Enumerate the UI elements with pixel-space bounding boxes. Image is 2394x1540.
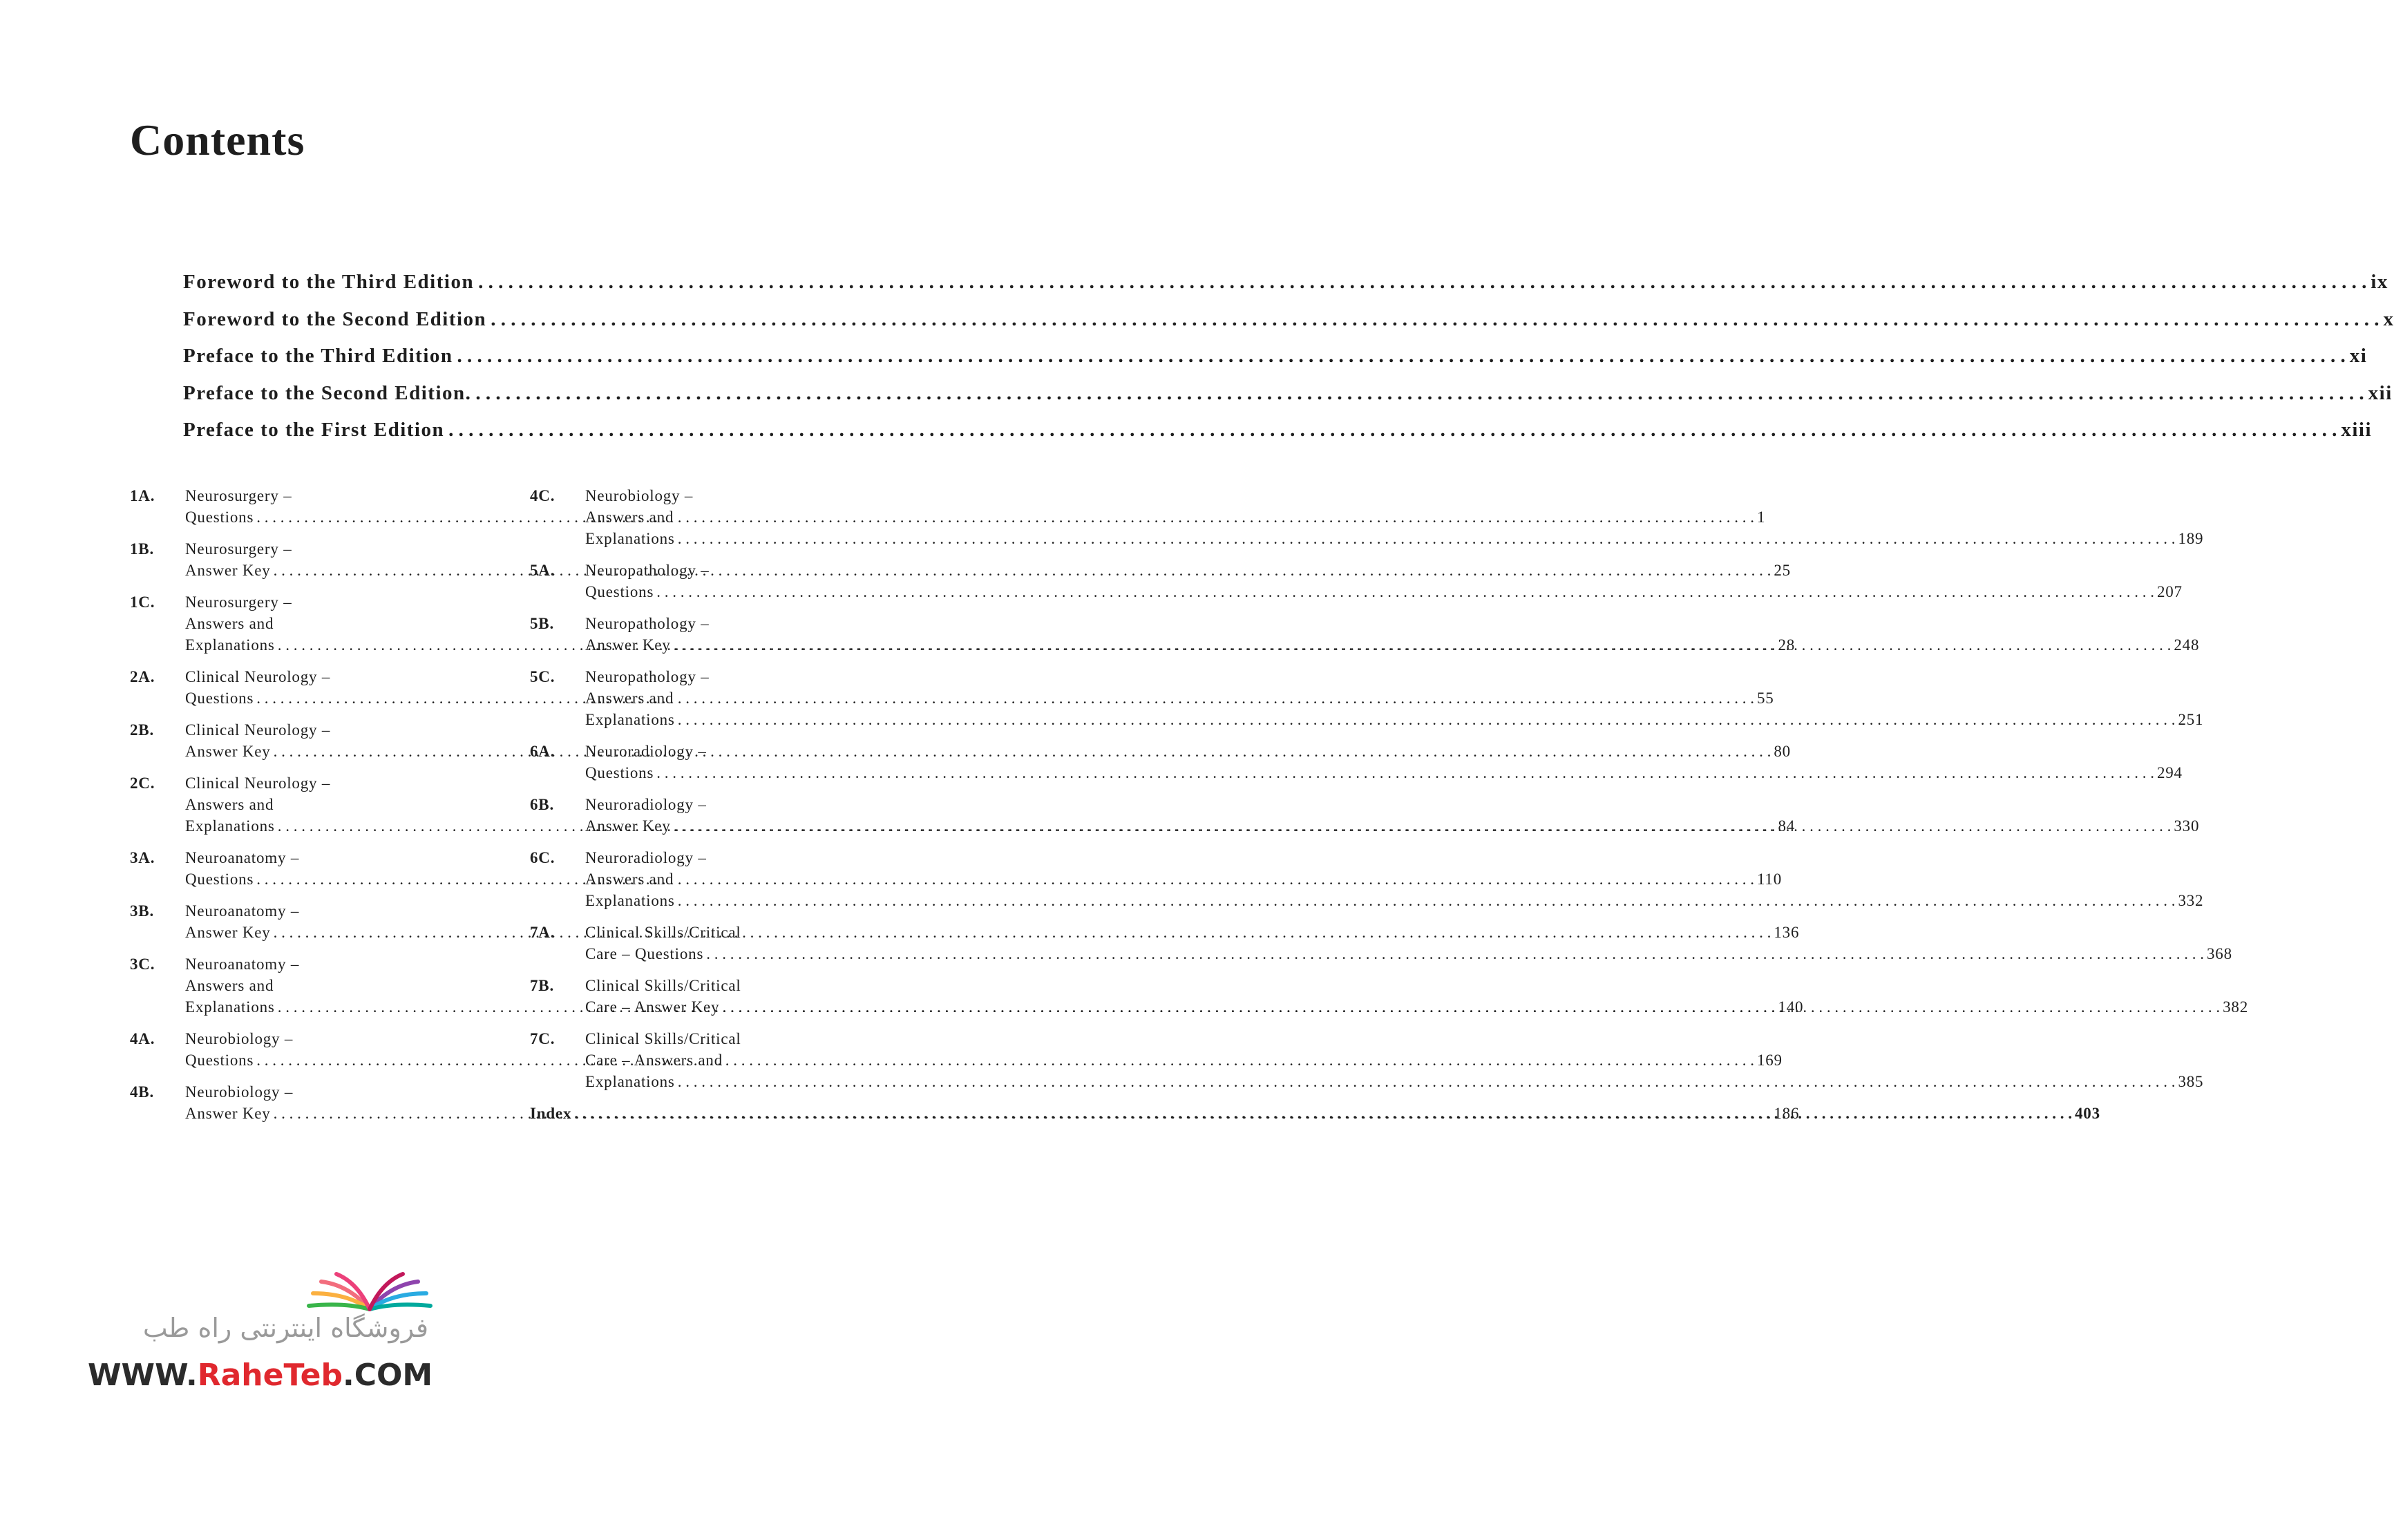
chapter-title-line: Questions <box>185 871 254 888</box>
chapter-title-block <box>585 666 2203 730</box>
chapter-title-line: Neurosurgery – <box>185 540 292 558</box>
chapter-title-line: Neuroanatomy – <box>185 849 300 866</box>
dot-leader <box>674 634 2172 656</box>
chapter-number: 5A. <box>530 562 555 579</box>
chapter-title-line: Answer Key <box>185 1105 271 1122</box>
dot-leader <box>574 1103 2072 1124</box>
chapter-number: 6C. <box>530 849 555 866</box>
chapter-number: 4C. <box>530 487 555 504</box>
watermark-url[interactable] <box>88 1358 433 1393</box>
dot-leader <box>656 581 2154 602</box>
chapter-title-block <box>585 560 2183 602</box>
front-matter-label: Foreword to the Third Edition <box>183 271 475 293</box>
open-book-icon <box>307 1271 432 1313</box>
chapter-title-block <box>585 794 2199 837</box>
chapter-title-line: Clinical Skills/Critical <box>585 977 741 994</box>
chapter-page-number: 368 <box>2206 945 2232 962</box>
chapter-title-line: Questions <box>185 508 254 526</box>
chapter-page-number: 80 <box>1774 743 1791 760</box>
chapter-number: 2B. <box>130 721 154 739</box>
chapter-title-line: Explanations <box>585 711 675 728</box>
watermark-logo <box>86 1271 432 1416</box>
chapter-title-line: Neurosurgery – <box>185 593 292 611</box>
chapter-page-number: 332 <box>2178 892 2204 909</box>
dot-leader <box>491 308 2379 331</box>
chapter-title-line: Answer Key <box>185 924 271 941</box>
chapter-title-line: Neurobiology – <box>185 1083 294 1101</box>
chapter-page-number: 55 <box>1756 690 1774 707</box>
url-prefix: WWW. <box>88 1358 198 1393</box>
dot-leader <box>678 890 2176 911</box>
chapter-last-line <box>585 528 2203 549</box>
front-matter-item[interactable] <box>183 345 2368 382</box>
chapter-title-line: Neuroanatomy – <box>185 956 300 973</box>
index-label: Index <box>530 1105 572 1122</box>
front-matter-page: xi <box>2349 345 2368 367</box>
chapter-number: 2A. <box>130 668 155 685</box>
chapter-number: 1B. <box>130 540 154 558</box>
index-page-number: 403 <box>2075 1105 2100 1122</box>
dot-leader <box>674 815 2172 837</box>
chapter-number: 7C. <box>530 1030 555 1047</box>
dot-leader <box>656 762 2154 783</box>
chapter-title-line: Questions <box>585 764 654 781</box>
chapter-page-number: 140 <box>1778 998 1804 1016</box>
chapter-page-number: 248 <box>2174 636 2200 654</box>
chapter-number: 2C. <box>130 774 155 792</box>
chapter-number: 5B. <box>530 615 554 632</box>
chapter-page-number: 28 <box>1778 636 1796 654</box>
chapter-title-block <box>585 847 2203 911</box>
chapter-title-line: Questions <box>185 690 254 707</box>
chapter-title-block <box>585 975 2248 1018</box>
chapter-title-line: Answers and <box>185 796 274 813</box>
chapter-title-line: Questions <box>585 583 654 600</box>
chapter-title-line: Answers and <box>585 508 674 526</box>
chapter-title-line: Answers and <box>585 690 674 707</box>
chapter-number: 3B. <box>130 902 154 920</box>
chapter-title-block <box>585 922 2232 964</box>
chapter-title-line: Explanations <box>185 998 275 1016</box>
front-matter-label: Preface to the First Edition <box>183 419 445 441</box>
url-brand: RaheTeb <box>197 1358 343 1393</box>
chapter-last-line <box>585 709 2203 730</box>
front-matter-page: x <box>2383 307 2394 330</box>
chapter-title-line: Clinical Skills/Critical <box>585 1030 741 1047</box>
chapter-number: 1C. <box>130 593 155 611</box>
chapter-last-line <box>585 890 2203 911</box>
chapter-page-number: 186 <box>1774 1105 1800 1122</box>
chapter-title-line: Neurobiology – <box>185 1030 294 1047</box>
chapter-page-number: 1 <box>1756 508 1766 526</box>
chapter-page-number: 207 <box>2156 583 2183 600</box>
chapter-last-line <box>585 634 2199 656</box>
front-matter-label: Foreword to the Second Edition <box>183 307 487 330</box>
chapter-title-line: Answer Key <box>185 743 271 760</box>
chapter-title-line: Neuroradiology – <box>585 743 707 760</box>
chapter-page-number: 330 <box>2174 817 2200 835</box>
chapter-last-line <box>585 943 2232 964</box>
chapter-title-line: Neuroradiology – <box>585 849 707 866</box>
dot-leader <box>448 419 2337 441</box>
chapter-title-line: Neuroanatomy – <box>185 902 300 920</box>
chapter-title-line: Explanations <box>585 530 675 547</box>
front-matter-page: xiii <box>2341 419 2373 441</box>
dot-leader <box>678 1071 2176 1092</box>
front-matter-item[interactable] <box>183 271 2388 308</box>
chapter-page-number: 110 <box>1756 871 1782 888</box>
chapter-title-line: Explanations <box>185 817 275 835</box>
page-title: Contents <box>130 115 305 164</box>
dot-leader <box>457 345 2346 368</box>
chapter-title-line: Questions <box>185 1052 254 1069</box>
chapter-title-block <box>585 1028 2203 1092</box>
chapter-title-line: Answer Key <box>585 636 671 654</box>
chapter-title-line: Explanations <box>585 892 675 909</box>
chapter-title-line: Explanations <box>185 636 275 654</box>
chapter-page-number: 136 <box>1774 924 1800 941</box>
front-matter-list <box>183 271 2394 456</box>
chapter-title-line: Answers and <box>185 977 274 994</box>
dot-leader <box>706 943 2204 964</box>
chapter-title-line: Answer Key <box>185 562 271 579</box>
dot-leader <box>678 528 2176 549</box>
chapter-last-line <box>585 996 2248 1018</box>
chapter-number: 6A. <box>530 743 555 760</box>
chapter-title-line: Answers and <box>585 871 674 888</box>
chapter-title-line: Neuropathology – <box>585 668 710 685</box>
front-matter-item[interactable] <box>183 381 2393 419</box>
chapter-page-number: 251 <box>2178 711 2204 728</box>
chapter-title-line: Neuroradiology – <box>585 796 707 813</box>
chapter-title-block <box>585 741 2183 783</box>
chapter-title-line: Neuropathology – <box>585 562 710 579</box>
chapter-title-line: Neurosurgery – <box>185 487 292 504</box>
chapter-number: 4A. <box>130 1030 155 1047</box>
chapter-title-line: Neurobiology – <box>585 487 694 504</box>
chapter-number: 7A. <box>530 924 555 941</box>
dot-leader <box>475 382 2364 405</box>
front-matter-page: xii <box>2368 381 2393 404</box>
front-matter-page: ix <box>2371 271 2388 293</box>
chapter-page-number: 189 <box>2178 530 2204 547</box>
front-matter-item[interactable] <box>183 307 2394 345</box>
front-matter-item[interactable] <box>183 419 2373 456</box>
dot-leader <box>678 709 2176 730</box>
chapter-title-line: Clinical Neurology – <box>185 721 331 739</box>
chapter-title-line: Care – Answers and <box>585 1052 723 1069</box>
chapter-title-line: Explanations <box>585 1073 675 1090</box>
chapter-number: 3C. <box>130 956 155 973</box>
chapter-title-line: Answers and <box>185 615 274 632</box>
chapter-number: 3A. <box>130 849 155 866</box>
front-matter-label: Preface to the Second Edition. <box>183 381 472 404</box>
chapter-title-line: Clinical Neurology – <box>185 668 331 685</box>
chapter-title-block <box>585 485 2203 549</box>
dot-leader <box>478 271 2366 294</box>
chapter-page-number: 25 <box>1774 562 1791 579</box>
chapter-title-line: Clinical Neurology – <box>185 774 331 792</box>
chapter-page-number: 294 <box>2156 764 2183 781</box>
chapter-title-block <box>585 613 2199 656</box>
chapter-page-number: 382 <box>2223 998 2249 1016</box>
chapter-page-number: 385 <box>2178 1073 2204 1090</box>
chapter-last-line <box>585 762 2183 783</box>
chapter-page-number: 84 <box>1778 817 1796 835</box>
url-suffix: .COM <box>342 1358 433 1393</box>
chapter-last-line <box>585 1071 2203 1092</box>
front-matter-label: Preface to the Third Edition <box>183 345 453 367</box>
chapter-number: 1A. <box>130 487 155 504</box>
watermark-persian-text: فروشگاه اینترنتی راه طب <box>142 1313 428 1343</box>
chapter-title-line: Clinical Skills/Critical <box>585 924 741 941</box>
chapter-number: 4B. <box>130 1083 154 1101</box>
toc-entry[interactable] <box>530 485 2204 549</box>
chapter-last-line <box>585 581 2183 602</box>
chapter-title-line: Care – Questions <box>585 945 704 962</box>
chapter-title-line: Answer Key <box>585 817 671 835</box>
chapter-title-line: Neuropathology – <box>585 615 710 632</box>
chapter-number: 7B. <box>530 977 554 994</box>
chapter-last-line <box>585 815 2199 837</box>
chapter-title-line: Care – Answer Key <box>585 998 720 1016</box>
chapter-number: 6B. <box>530 796 554 813</box>
chapter-page-number: 169 <box>1756 1052 1783 1069</box>
chapter-number: 5C. <box>530 668 555 685</box>
dot-leader <box>722 996 2220 1018</box>
